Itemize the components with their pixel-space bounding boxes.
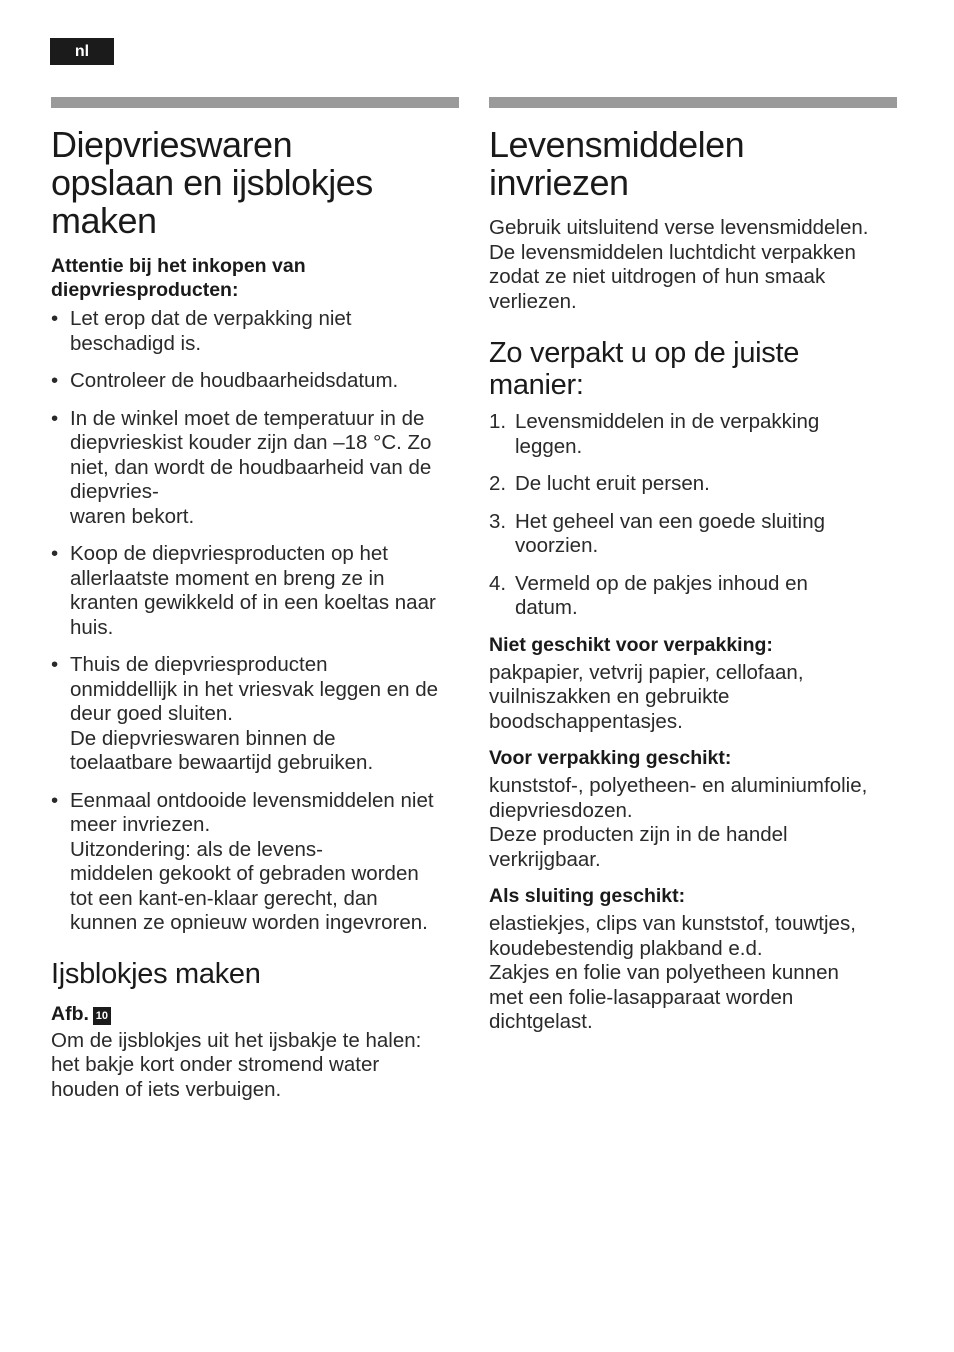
text-line: vuilniszakken en gebruikte <box>489 685 730 708</box>
text-line: De lucht eruit persen. <box>515 472 710 495</box>
text-line: Zo verpakt u op de juiste <box>489 337 800 369</box>
text-line: Levensmiddelen <box>489 124 745 165</box>
text-line: • Let erop dat de verpakking niet <box>70 307 352 330</box>
text-line: koudebestendig plakband e.d. <box>489 936 763 960</box>
section-title-frozen-food <box>51 126 461 240</box>
packing-title <box>489 337 899 401</box>
text-line: allerlaatste moment en breng ze in <box>70 566 385 590</box>
text-line: diepvrieskist kouder zijn dan –18 °C. Zo <box>70 431 432 454</box>
step-item <box>489 510 899 559</box>
bullet-item <box>51 653 461 776</box>
text-line: De levensmiddelen luchtdicht verpakken <box>489 240 856 264</box>
text-line: Diepvrieswaren <box>51 124 293 165</box>
bullet-item <box>51 307 461 356</box>
text-line: tot een kant-en-klaar gerecht, dan <box>70 886 378 910</box>
figure-number-badge: 10 <box>93 1007 111 1025</box>
figure-label: Afb. <box>51 1002 89 1025</box>
text-line: Zakjes en folie van polyetheen kunnen <box>489 961 839 984</box>
bullet-item <box>51 542 461 640</box>
text-line: kunststof-, polyetheen- en aluminiumfolie, <box>489 774 868 797</box>
text-line: verkrijgbaar. <box>489 847 601 871</box>
unsuitable-heading: Niet geschikt voor verpakking: <box>489 633 773 656</box>
text-line: diepvries- <box>70 480 159 503</box>
section-title-freezing-food <box>489 126 899 202</box>
left-column <box>51 97 461 1102</box>
text-line: kunnen ze opnieuw worden ingevroren. <box>70 911 428 934</box>
text-line: het bakje kort onder stromend water <box>51 1053 380 1076</box>
step-number: 1. <box>489 410 507 433</box>
text-line: • Koop de diepvriesproducten op het <box>70 542 388 565</box>
text-line: elastiekjes, clips van kunststof, touwtjes, <box>489 912 856 935</box>
text-line: voorzien. <box>515 534 599 557</box>
bullet-item <box>51 369 461 394</box>
text-line: diepvriesproducten: <box>51 279 239 301</box>
text-line: verliezen. <box>489 289 577 313</box>
figure-reference <box>51 1002 461 1026</box>
text-line: toelaatbare bewaartijd gebruiken. <box>70 751 374 774</box>
text-line: pakpapier, vetvrij papier, cellofaan, <box>489 660 804 684</box>
text-line: deur goed sluiten. <box>70 702 233 725</box>
step-item <box>489 410 899 459</box>
suitable-heading: Voor verpakking geschikt: <box>489 747 732 769</box>
text-line: Het geheel van een goede sluiting <box>515 509 826 533</box>
text-line: niet, dan wordt de houdbaarheid van de <box>70 455 432 479</box>
closure-text <box>489 912 899 1035</box>
text-line: Levensmiddelen in de verpakking <box>515 410 820 433</box>
unsuitable-text <box>489 661 899 735</box>
text-line: meer invriezen. <box>70 813 211 836</box>
bullet-item <box>51 407 461 530</box>
section-rule <box>51 97 459 108</box>
text-line: waren bekort. <box>70 504 195 528</box>
text-line: diepvriesdozen. <box>489 798 633 822</box>
text-line: Deze producten zijn in de handel <box>489 823 788 846</box>
text-line: maken <box>51 200 157 241</box>
right-column <box>489 97 899 1035</box>
text-line: leggen. <box>515 434 583 458</box>
text-line: middelen gekookt of gebraden worden <box>70 862 419 885</box>
packing-steps-list <box>489 410 899 621</box>
step-item <box>489 472 899 497</box>
ice-cubes-text <box>51 1029 461 1103</box>
text-line: kranten gewikkeld of in een koeltas naar <box>70 591 436 614</box>
text-line: Attentie bij het inkopen van <box>51 255 306 277</box>
section-rule <box>489 97 897 108</box>
text-line: opslaan en ijsblokjes <box>51 162 373 203</box>
text-line: datum. <box>515 596 578 619</box>
text-line: onmiddellijk in het vriesvak leggen en de <box>70 677 439 701</box>
freezing-intro-text <box>489 216 899 314</box>
text-line: Uitzondering: als de levens- <box>70 837 323 861</box>
step-item <box>489 572 899 621</box>
text-line: zodat ze niet uitdrogen of hun smaak <box>489 265 826 288</box>
ice-cubes-title: Ijsblokjes maken <box>51 957 261 990</box>
language-tab: nl <box>50 38 114 65</box>
text-line: houden of iets verbuigen. <box>51 1077 282 1101</box>
step-number: 4. <box>489 571 507 595</box>
text-line: boodschappentasjes. <box>489 709 683 733</box>
text-line: dichtgelast. <box>489 1010 593 1033</box>
text-line: Om de ijsblokjes uit het ijsbakje te halen: <box>51 1028 422 1052</box>
text-line: Vermeld op de pakjes inhoud en <box>515 571 808 595</box>
bullet-item <box>51 789 461 936</box>
text-line: beschadigd is. <box>70 331 202 355</box>
suitable-text <box>489 774 899 872</box>
text-line: met een folie-lasapparaat worden <box>489 985 794 1009</box>
attention-bullet-list <box>51 307 461 936</box>
text-line: • In de winkel moet de temperatuur in de <box>70 406 425 430</box>
closure-heading: Als sluiting geschikt: <box>489 885 686 907</box>
text-line: • Eenmaal ontdooide levensmiddelen niet <box>70 788 434 812</box>
text-line: huis. <box>70 615 114 639</box>
step-number: 2. <box>489 472 507 495</box>
text-line: De diepvrieswaren binnen de <box>70 726 336 750</box>
attention-heading <box>51 254 461 302</box>
text-line: Gebruik uitsluitend verse levensmiddelen. <box>489 216 869 239</box>
text-line: • Controleer de houdbaarheidsdatum. <box>70 369 399 392</box>
step-number: 3. <box>489 509 507 533</box>
text-line: manier: <box>489 369 584 401</box>
text-line: • Thuis de diepvriesproducten <box>70 653 328 676</box>
text-line: invriezen <box>489 162 629 203</box>
